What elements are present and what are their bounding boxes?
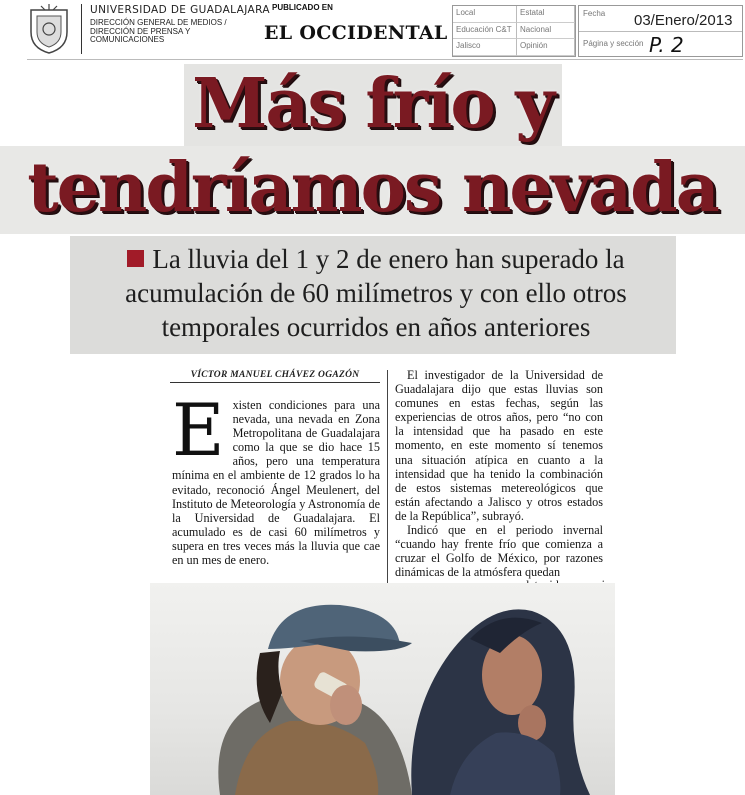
byline: VÍCTOR MANUEL CHÁVEZ OGAZÓN [170, 370, 380, 383]
deck-text: La lluvia del 1 y 2 de enero han superado la acumulación de 60 milímetros y con ello otros temporales ocurridos en años anteriores [125, 244, 627, 342]
column-2-paragraph: Indicó que en el periodo invernal “cuando hay frente frío que comienza a cruzar el Golfo de México, por razones dinámicas de la atmósfera quedan [395, 523, 603, 580]
department-line: COMUNICACIONES [90, 35, 165, 44]
photo-illustration [150, 583, 615, 795]
university-name: UNIVERSIDAD DE GUADALAJARA [90, 4, 270, 16]
date-label: Fecha [583, 9, 606, 18]
article-column-1 [172, 388, 380, 568]
header-rule [27, 59, 743, 60]
clipping-header [0, 0, 745, 62]
headline-line: tendríamos nevada [27, 148, 718, 228]
headline [0, 62, 745, 230]
headline-line: Más frío y [192, 64, 553, 144]
date-value: 03/Enero/2013 [634, 12, 733, 29]
column-2-paragraph: El investigador de la Universidad de Guadalajara dijo que estas lluvias son comunes en estas fechas, según las experiencias de otros años, pero “no con la intensidad que ha pasado en este momento, en este momento sí tenemos una situación atípica en cuanto a la intensidad que ha tenido la combinación de estos sistemas metereológicos que están afectando a Jalisco y otros estados de la República”, subrayó. [395, 368, 603, 523]
department-name [90, 19, 255, 45]
department-line: DIRECCIÓN GENERAL DE MEDIOS / [90, 18, 227, 27]
section-cell: Jalisco [453, 39, 517, 56]
deck [86, 242, 666, 344]
drop-cap: E [172, 388, 225, 472]
section-cell: Nacional [517, 23, 575, 40]
section-cell: Estatal [517, 6, 575, 23]
section-cell: Opinión [517, 39, 575, 56]
section-cell: Local [453, 6, 517, 23]
department-line: DIRECCIÓN DE PRENSA Y [90, 26, 191, 36]
published-in-label: PUBLICADO EN [272, 3, 333, 12]
page-label: Página y sección [583, 39, 644, 48]
news-photo [150, 583, 615, 795]
section-cell: Educación C&T [453, 23, 517, 40]
page-value: P. 2 [649, 33, 684, 57]
header-divider [81, 4, 82, 54]
column-divider [387, 370, 388, 585]
date-page-box [578, 5, 743, 57]
column-1-text: xisten condiciones para una nevada, una nevada en Zona Metropolitana de Guadalajara como la que se dio hace 15 años, pero una temperatura mínima en el ambiente de 12 grados lo ha evitado, reconoció Ángel Meulenert, del Instituto de Meteorología y Astronomía de la Universidad de Guadalajara. El acumulado es de casi 60 milímetros y supera en tres veces más la lluvia que cae en un mes de enero. [172, 398, 380, 568]
date-box-divider [579, 31, 742, 32]
section-grid [452, 5, 576, 57]
article-column-2 [395, 368, 603, 579]
publication-name: EL OCCIDENTAL [264, 22, 448, 44]
square-bullet-icon [127, 250, 144, 267]
university-crest-icon [27, 4, 71, 54]
